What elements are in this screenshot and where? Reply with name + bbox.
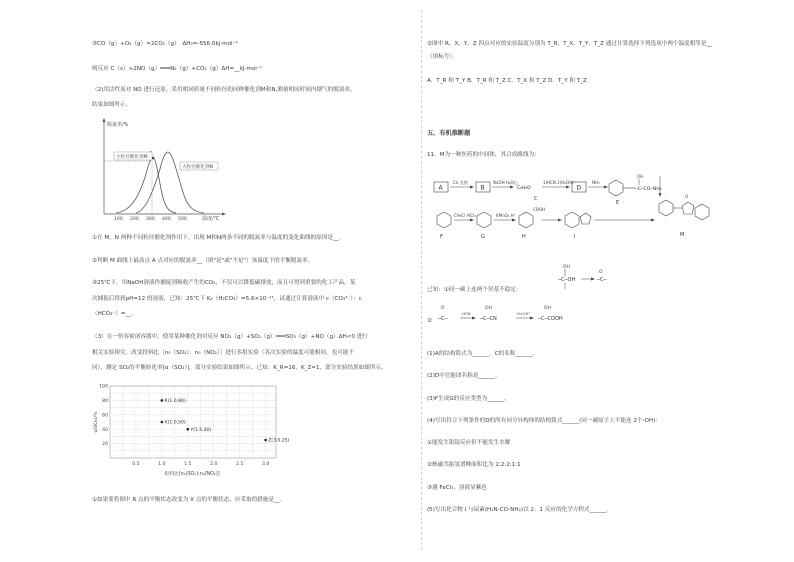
svg-text:─C─: ─C─	[597, 277, 607, 283]
svg-text:OH: OH	[485, 306, 492, 311]
sub-question-4: (4)写出符合下列条件的D的所有同分异构体的结构简式______(同一碳原子上不能连 2个-OH)：	[427, 418, 661, 424]
chart2-point-label-3: Z(3.0,25)	[268, 438, 290, 444]
ring-g	[477, 212, 491, 228]
sub-question-3: (3)F生成G的反应类型为______。	[427, 396, 510, 402]
known-1-structure	[555, 262, 615, 298]
question-3-line-2: 次捕捉后得到pH=12 的溶液，已知：25℃下 K₂（H₂CO₃）=5.6×10⁻¹¹，试通过计算溶液中 c（CO₃²⁻）：c	[92, 296, 362, 302]
legend-n: 大粒径催化剂N	[182, 165, 213, 170]
eq-line-1: ③CO（g）+O₂（g）=2CO₂（g） ΔH₃=-556.0kJ·mol⁻¹	[92, 41, 238, 47]
question-3-line-1: ③25℃下，用NaOH溶液作捕捉剂吸收产生的CO₂，不仅可以降低碳排放，而且可得到重要的化工产品。某	[92, 280, 356, 286]
column-divider	[421, 10, 422, 550]
svg-text:O: O	[599, 270, 603, 275]
chart2-ytick: 60	[102, 413, 108, 419]
question-3-line-3: （HCO₃⁻）=__。	[92, 311, 137, 317]
curve-m	[116, 158, 176, 213]
nh3-label: NH₃	[592, 180, 600, 185]
label-e: E	[616, 200, 620, 206]
chart1-xtick-100: 100	[114, 217, 123, 222]
chart1-xtick-400: 400	[162, 217, 171, 222]
chart1-x-arrow	[222, 213, 226, 216]
arrow-5-label: CH₃Cl AlCl₃	[454, 213, 476, 218]
para-2-line-2: 结果如图所示。	[92, 102, 132, 108]
part-3-line-3: 同），测定 SO₂的平衡转化率[α（SO₂）]。部分实验结果如图所示。已知：K_R=16，K_Z=1，部分实验结果如图所示。	[92, 365, 387, 371]
chart2-points	[161, 398, 290, 444]
chart2-point-2	[187, 428, 190, 431]
svg-text:O: O	[685, 194, 689, 199]
ring-h	[519, 212, 533, 228]
svg-text:OH: OH	[544, 306, 551, 311]
chart2-ytick: 20	[102, 442, 108, 448]
ring-e	[609, 180, 623, 196]
ring-m3	[695, 204, 709, 220]
problem-11-intro: 11．M为一种医药的中间体，其合成路线为：	[427, 152, 540, 158]
denitrification-chart	[92, 114, 232, 222]
arrow-6-label: KMnO₄ H⁺	[496, 213, 516, 218]
chart2-xlabel: 投料比[n₀(SO₂):n₀(NO₂)]	[164, 472, 220, 477]
chart2-point-label-0: R(1.0,80)	[164, 399, 186, 404]
ring-f	[437, 212, 451, 228]
ring-m2	[682, 202, 694, 214]
box-d-label: D	[576, 184, 582, 192]
chart1-xtick-300: 300	[146, 217, 155, 222]
chart2-xtick: 0.5	[132, 462, 140, 467]
label-c: C	[534, 196, 538, 202]
chart2-ylabel: α(SO₂)/%	[94, 411, 99, 433]
question-2: ②判断 M 曲线上最高点 A 点对应的脱氮率__（填"是"或"不是"）该温度下的平衡脱氮率。	[92, 258, 314, 264]
chart2-point-3	[264, 439, 267, 442]
chart2-xtick: 2.5	[236, 462, 244, 467]
sub-question-2: (2)D中官能团名称是______。	[427, 373, 501, 379]
part-3-line-1: （3）在一恒容密闭容器中，使用某种催化剂对反应 NO₂（g）+SO₂（g）═══SO₃（g）+NO（g）ΔH<0 进行	[92, 334, 368, 340]
svg-text:OH: OH	[563, 265, 570, 270]
condition-3: ③遇 FeCl₃，溶液显紫色	[427, 485, 488, 491]
options-line: A．T_R 和 T_Y B．T_R 和 T_Z C．T_X 和 T_Z D．T_Y 和 T_Z	[427, 78, 587, 84]
svg-text:OH: OH	[637, 174, 644, 179]
sub-question-5: (5)写出化合物 I 与尿素(H₂N-CO-NH₂)以 2：1 反应的化学方程式______。	[427, 507, 612, 513]
box-b-label: B	[480, 184, 485, 192]
synthesis-scheme	[430, 166, 720, 244]
svg-text:O: O	[441, 306, 445, 311]
label-f: F	[440, 234, 443, 240]
box-a-label: A	[438, 184, 443, 192]
condition-1: ①能发生银镜反应但不能发生水解	[427, 440, 511, 446]
svg-text:─C─CO─NH₂: ─C─CO─NH₂	[635, 187, 662, 192]
chart2-ytick: 100	[99, 384, 108, 390]
svg-text:─C─: ─C─	[438, 316, 448, 322]
svg-text:HCN: HCN	[462, 311, 471, 316]
question-1: ①在 M、N 两种不同粒径催化剂作用下，出现 M和N两条不同的脱氮率与温度的变化曲线的原因是__。	[92, 235, 345, 241]
svg-text:H₂O/H⁺: H₂O/H⁺	[517, 311, 531, 316]
svg-text:─C─CN: ─C─CN	[480, 316, 497, 322]
eq-line-2: 则反应 C（s）+2NO（g）═══N₂（g）+CO₂（g）ΔH=__kJ·mol⁻¹	[92, 66, 262, 72]
part-3-line-2: 相关实验探究。改变投料比［n₀（SO₂）：n₀（NO₂）］进行多组实验（各次实验的温度可能相同，也可能不	[92, 350, 354, 356]
chart2-grid	[110, 386, 276, 458]
chart1-ylabel: 脱氮率/%	[107, 122, 129, 128]
ring-i1	[565, 212, 579, 228]
ring-m1	[659, 200, 673, 216]
arrow-1-label: Cl₂ 光照	[453, 180, 468, 185]
sub-question-1: (1)A的结构简式为______，C的名称______。	[427, 351, 538, 357]
chart2-ytick: 80	[102, 399, 108, 404]
conversion-chart	[92, 382, 292, 478]
label-m: M	[680, 232, 685, 238]
legend-m: 小粒径催化剂M	[116, 155, 148, 160]
svg-text:COOH: COOH	[533, 207, 546, 212]
ring-i2	[580, 213, 591, 224]
known-1: 已知：①同一碳上连两个羟基不稳定：	[427, 287, 522, 293]
chart2-point-label-1: X(1.0,50)	[164, 420, 186, 426]
condition-2: ②核磁共振氢谱峰面积比为 2:2:2:1:1	[427, 462, 521, 468]
question-4: ①如果要将图中 R 点的平衡状态改变为 X 点的平衡状态，应采取的措施是__。	[92, 497, 286, 503]
label-g: G	[481, 234, 485, 240]
svg-text:─C─OH: ─C─OH	[558, 277, 576, 283]
chart2-ytick: 40	[102, 427, 108, 433]
chart2-xtick: 3.0	[261, 462, 270, 467]
chart1-xtick-200: 200	[130, 217, 139, 222]
chart1-y-arrow	[103, 118, 106, 122]
known-2: ②	[427, 318, 433, 324]
chart2-point-0	[161, 399, 164, 402]
chart1-xlabel: 温度/℃	[202, 216, 220, 222]
right-line-1: ②图中 R、X、Y、Z 四点对应的实验温度分别为 T_R，T_X，T_Y，T_Z 通过计算选择下列选项中两个温度相等是__	[427, 41, 713, 47]
chart2-xtick: 1.5	[184, 462, 192, 467]
chart1-xtick-500: 500	[178, 217, 187, 222]
section-title: 五、有机推断题	[427, 130, 471, 137]
chart2-xtick: 2.0	[210, 462, 218, 467]
chart2-point-1	[161, 421, 164, 424]
label-h: H	[522, 234, 526, 240]
chart2-xtick: 1.0	[158, 462, 166, 467]
c-formula: C₈H₈O	[517, 186, 531, 191]
para-2-line-1: （2)用活性炭对 NO 进行还原，采用相同质量不同粒径的同种催化剂M和N,测量相同时间内烟气的脱氮率，	[92, 87, 356, 93]
known-2-structure	[438, 304, 578, 334]
svg-text:─C─COOH: ─C─COOH	[538, 316, 563, 322]
arrow-2-label: NaOH H₂O/△	[493, 180, 519, 185]
label-i: I	[574, 234, 576, 240]
chart2-point-label-2: Y(1.5,40)	[190, 427, 212, 433]
right-line-2: （填标号）。	[427, 54, 458, 60]
arrow-3-label: 1)HCN 2)H₂O/H⁺	[543, 180, 576, 185]
